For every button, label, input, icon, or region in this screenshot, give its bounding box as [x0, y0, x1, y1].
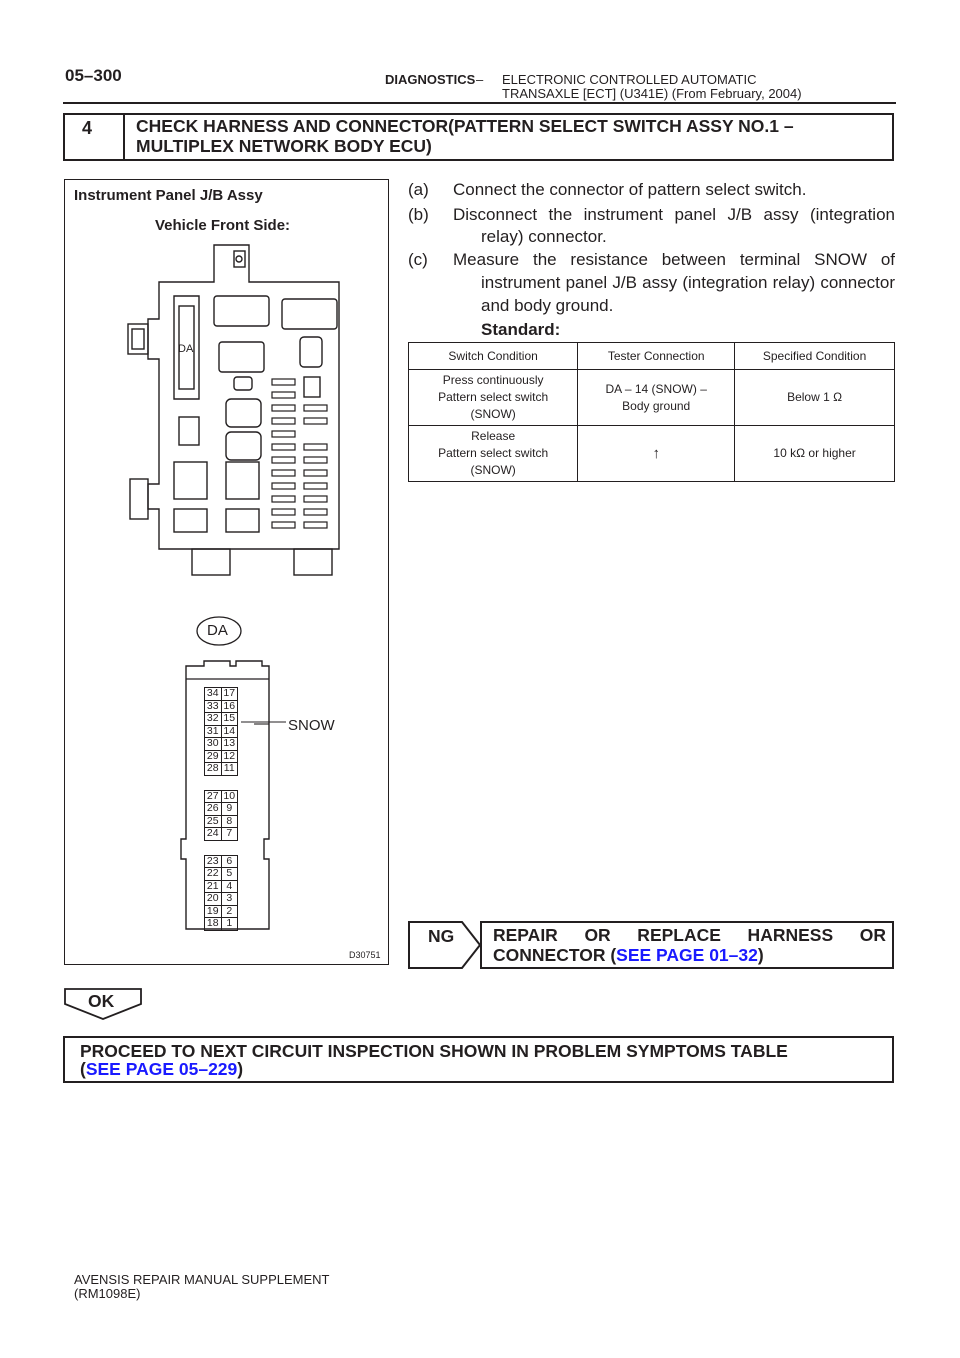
cell-line: (SNOW) [470, 407, 516, 421]
connector-pin-row [204, 790, 238, 804]
step-number: 4 [82, 118, 93, 138]
cell-line: Pattern select switch [438, 446, 549, 460]
connector-pin-row [204, 855, 238, 869]
connector-pin: 4 [226, 879, 233, 892]
connector-pin: 6 [226, 854, 233, 867]
connector-pin: 16 [223, 699, 236, 712]
connector-pin-grid [204, 687, 238, 931]
table-row [409, 426, 895, 482]
connector-pin: 8 [226, 814, 233, 827]
ok-result-line1: PROCEED TO NEXT CIRCUIT INSPECTION SHOWN IN PROBLEM SYMPTOMS TABLE [80, 1041, 788, 1061]
table-header-cell: Specified Condition [735, 343, 895, 370]
table-row [409, 370, 895, 426]
connector-pin: 9 [226, 802, 233, 814]
jb-connector-label: DA [178, 343, 194, 355]
connector-pin-row [204, 868, 238, 881]
connector-pin-row [204, 893, 238, 906]
table-cell-condition [409, 370, 578, 426]
table-header-cell: Switch Condition [409, 343, 578, 370]
cell-line: Pattern select switch [438, 390, 549, 404]
ng-result-prefix: CONNECTOR ( [493, 945, 617, 965]
connector-pin: 28 [205, 763, 222, 775]
ng-result-suffix: ) [757, 945, 764, 965]
ok-result-prefix: ( [80, 1059, 86, 1079]
connector-pin: 14 [223, 724, 236, 737]
connector-name: DA [207, 622, 228, 639]
connector-pin-row [204, 828, 238, 841]
connector-pin-row [204, 738, 238, 751]
ng-label: NG [428, 926, 455, 946]
connector-pin-row [204, 713, 238, 726]
connector-pin-row [204, 763, 238, 776]
standard-label: Standard: [481, 320, 561, 339]
connector-pin-row [204, 803, 238, 816]
step-c-line1: Measure the resistance between terminal SNOW of [453, 250, 895, 269]
connector-pin: 1 [226, 917, 233, 929]
ok-result-line2 [80, 1059, 243, 1080]
connector-pin: 23 [205, 856, 222, 868]
step-c-label: (c) [408, 250, 428, 269]
cell-line: DA – 14 (SNOW) – [605, 381, 707, 396]
connector-pin: 25 [205, 816, 222, 828]
header-dash: – [476, 72, 484, 87]
connector-pin: 12 [223, 749, 236, 762]
table-cell-connection: ↑ [578, 426, 735, 482]
connector-pin: 19 [205, 906, 222, 918]
connector-pin: 33 [205, 701, 222, 713]
cell-line: Release [471, 429, 516, 443]
step-a-text: Connect the connector of pattern select switch. [453, 180, 807, 199]
connector-pin: 24 [205, 828, 222, 840]
ok-page-link[interactable]: SEE PAGE 05–229 [85, 1059, 238, 1079]
figure-subtitle: Vehicle Front Side: [155, 217, 291, 234]
cell-line: Press continuously [442, 373, 544, 387]
connector-pin: 10 [223, 789, 236, 802]
step-a-label: (a) [408, 180, 429, 199]
connector-pin: 21 [205, 881, 222, 893]
figure-id: D30751 [349, 950, 381, 960]
step-divider [123, 113, 125, 161]
ok-result-suffix: ) [237, 1059, 244, 1079]
step-c-line2: instrument panel J/B assy (integration relay) connector [481, 273, 895, 292]
header-rule [63, 102, 896, 104]
ng-page-link[interactable]: SEE PAGE 01–32 [616, 945, 758, 965]
connector-pin: 18 [205, 918, 222, 930]
connector-pin: 30 [205, 738, 222, 750]
ng-result-line2 [493, 945, 764, 966]
connector-pin: 11 [223, 762, 235, 774]
chapter-title-line1: ELECTRONIC CONTROLLED AUTOMATIC [502, 72, 757, 87]
connector-pin: 20 [205, 893, 222, 905]
table-cell-specified: Below 1 Ω [735, 370, 895, 426]
connector-pin: 29 [205, 751, 222, 763]
snow-terminal-label: SNOW [288, 717, 335, 734]
spec-table [408, 342, 895, 482]
ok-label: OK [88, 991, 115, 1011]
chapter-title-line2: TRANSAXLE [ECT] (U341E) (From February, 2004) [502, 86, 802, 101]
step-c-line3: and body ground. [481, 296, 614, 315]
connector-pin: 26 [205, 803, 222, 815]
connector-pin: 13 [223, 737, 236, 749]
cell-line: Body ground [622, 398, 691, 413]
table-header-cell: Tester Connection [578, 343, 735, 370]
connector-pin: 17 [223, 687, 236, 699]
footer-manual-title: AVENSIS REPAIR MANUAL SUPPLEMENT [74, 1272, 330, 1287]
footer-manual-code: (RM1098E) [74, 1286, 141, 1301]
connector-pin-row [204, 918, 238, 931]
connector-pin: 27 [205, 791, 222, 803]
connector-pin-row [204, 687, 238, 701]
connector-pin: 31 [205, 726, 222, 738]
table-cell-connection [578, 370, 735, 426]
connector-pin: 7 [226, 827, 233, 839]
section-name: DIAGNOSTICS [385, 72, 476, 87]
step-title-line2: MULTIPLEX NETWORK BODY ECU) [136, 136, 432, 156]
connector-pin: 5 [226, 867, 233, 879]
step-b-line2: relay) connector. [481, 227, 607, 246]
figure-title: Instrument Panel J/B Assy [74, 187, 263, 204]
connector-pin: 32 [205, 713, 222, 725]
step-b-line1: Disconnect the instrument panel J/B assy (integration [453, 205, 895, 224]
step-b-label: (b) [408, 205, 429, 224]
table-cell-condition [409, 426, 578, 482]
connector-pin: 15 [223, 712, 236, 724]
connector-pin: 2 [226, 904, 233, 917]
page-number: 05–300 [65, 66, 122, 85]
step-title-line1: CHECK HARNESS AND CONNECTOR(PATTERN SELECT SWITCH ASSY NO.1 – [136, 116, 794, 136]
ng-result-line1: REPAIR OR REPLACE HARNESS OR [493, 925, 886, 945]
connector-pin: 34 [205, 688, 222, 700]
connector-pin: 22 [205, 868, 222, 880]
table-header-row [409, 343, 895, 370]
connector-pin: 3 [226, 892, 233, 904]
table-cell-specified: 10 kΩ or higher [735, 426, 895, 482]
cell-line: (SNOW) [470, 463, 516, 477]
